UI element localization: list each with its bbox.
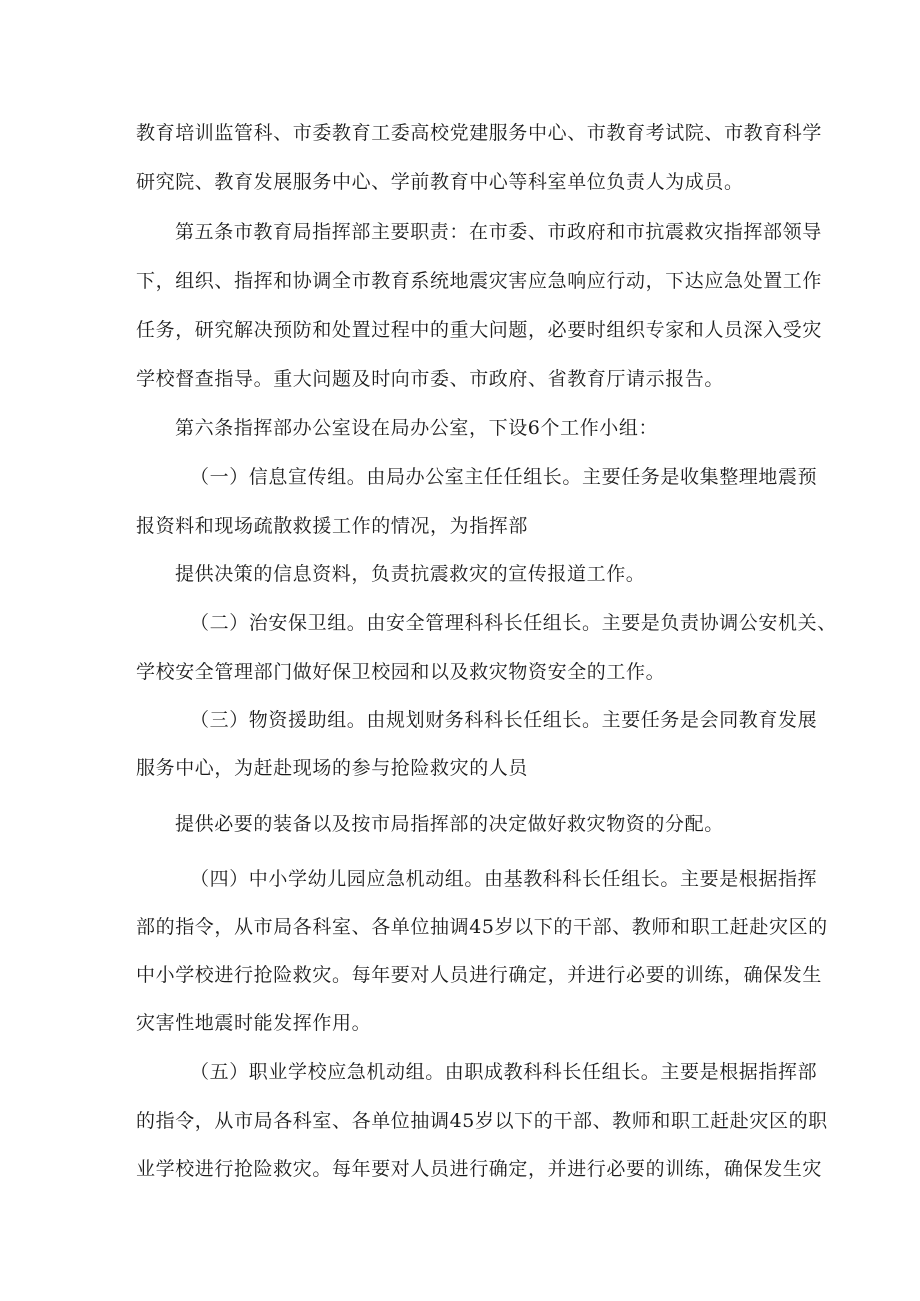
text-line: 学校督查指导。重大问题及时向市委、市政府、省教育厅请示报告。: [136, 368, 725, 390]
text-line: 学校安全管理部门做好保卫校园和以及救灾物资安全的工作。: [136, 661, 666, 683]
text-line: （一）信息宣传组。由局办公室主任任组长。主要任务是收集整理地震预: [190, 466, 818, 488]
text-line: 报资料和现场疏散救援工作的情况，为指挥部: [136, 515, 529, 537]
text-line: 的指令，从市局各科室、各单位抽调45岁以下的干部、教师和职工赶赴灾区的职: [136, 1110, 828, 1132]
text-line: 业学校进行抢险救灾。每年要对人员进行确定，并进行必要的训练，确保发生灾: [136, 1158, 823, 1180]
text-line: 下，组织、指挥和协调全市教育系统地震灾害应急响应行动，下达应急处置工作: [136, 270, 823, 292]
text-line: 提供必要的装备以及按市局指挥部的决定做好救灾物资的分配。: [175, 813, 724, 835]
text-line: 教育培训监管科、市委教育工委高校党建服务中心、市教育考试院、市教育科学: [136, 122, 823, 144]
text-line: 第五条市教育局指挥部主要职责：在市委、市政府和市抗震救灾指挥部领导: [175, 221, 822, 243]
text-line: （四）中小学幼儿园应急机动组。由基教科科长任组长。主要是根据指挥: [190, 868, 818, 890]
text-line: 灾害性地震时能发挥作用。: [136, 1012, 372, 1034]
text-line: 第六条指挥部办公室设在局办公室，下设6个工作小组：: [175, 417, 659, 439]
text-line: 服务中心，为赶赴现场的参与抢险救灾的人员: [136, 757, 529, 779]
text-line: 研究院、教育发展服务中心、学前教育中心等科室单位负责人为成员。: [136, 171, 744, 193]
text-line: 中小学校进行抢险救灾。每年要对人员进行确定，并进行必要的训练，确保发生: [136, 964, 823, 986]
text-line: （二）治安保卫组。由安全管理科科长任组长。主要是负责协调公安机关、: [190, 612, 837, 634]
text-line: 部的指令，从市局各科室、各单位抽调45岁以下的干部、教师和职工赶赴灾区的: [136, 916, 828, 938]
text-line: （三）物资援助组。由规划财务科科长任组长。主要任务是会同教育发展: [190, 709, 818, 731]
text-line: 任务，研究解决预防和处置过程中的重大问题，必要时组织专家和人员深入受灾: [136, 319, 823, 341]
text-line: （五）职业学校应急机动组。由职成教科科长任组长。主要是根据指挥部: [190, 1061, 818, 1083]
text-line: 提供决策的信息资料，负责抗震救灾的宣传报道工作。: [175, 563, 646, 585]
